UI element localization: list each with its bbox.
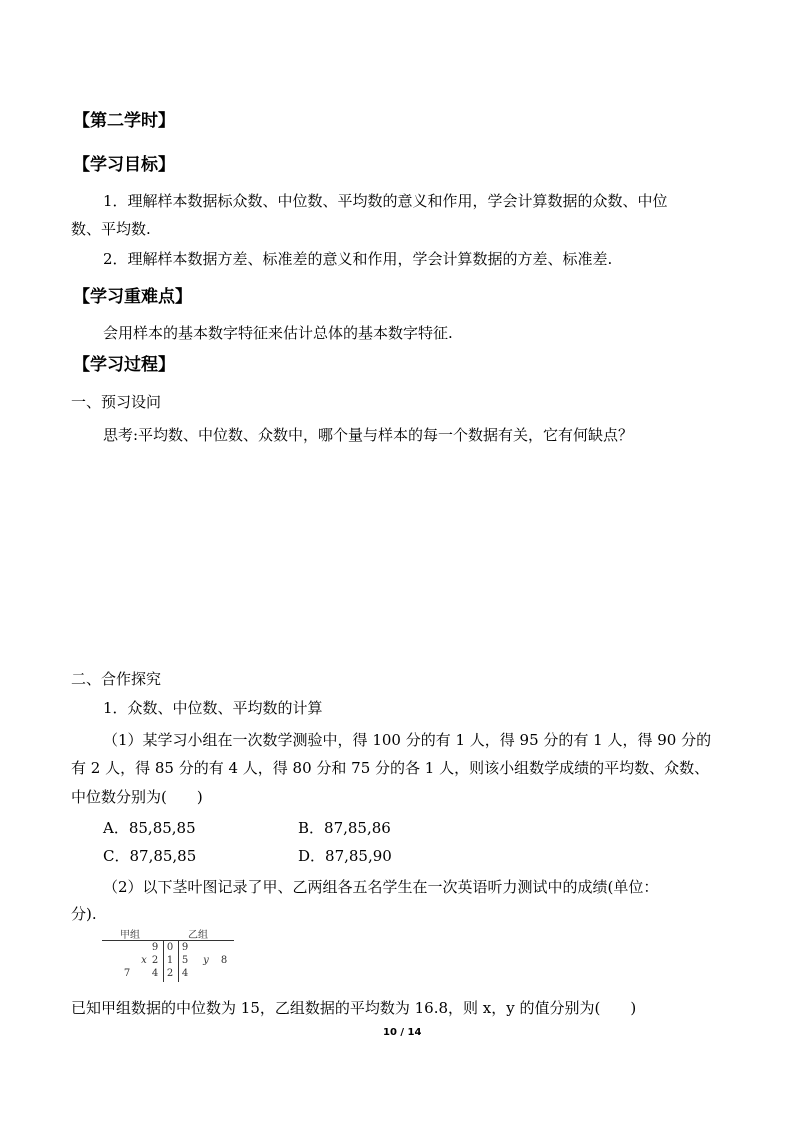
key-points-text: 会用样本的基本数字特征来估计总体的基本数字特征. (103, 324, 453, 342)
stem-leaf-stem: 1 (166, 955, 174, 966)
option-d: D．87,85,90 (298, 847, 392, 865)
stem-leaf-cell: 9 (151, 942, 159, 953)
goal-1-line-1: 1．理解样本数据标众数、中位数、平均数的意义和作用，学会计算数据的众数、中位 (103, 192, 668, 210)
stem-leaf-cell: 5 (181, 955, 189, 966)
key-points-title: 【学习重难点】 (73, 287, 192, 307)
stem-leaf-cell: 4 (181, 968, 189, 979)
stem-leaf-stem: 0 (166, 942, 174, 953)
question-2-line-3: 已知甲组数据的中位数为 15，乙组数据的平均数为 16.8，则 x，y 的值分别为( ) (71, 999, 637, 1017)
question-1-line-1: （1）某学习小组在一次数学测验中，得 100 分的有 1 人，得 95 分的有 1 人，得 90 分的 (103, 731, 712, 749)
stem-leaf-cell: 4 (151, 968, 159, 979)
stem-leaf-right-header: 乙组 (188, 930, 208, 941)
stem-leaf-cell: 8 (220, 955, 228, 966)
stem-leaf-left-divider (163, 940, 164, 982)
stem-leaf-stem: 2 (166, 968, 174, 979)
part-1-title: 一、预习设问 (71, 393, 162, 411)
question-1-line-3: 中位数分别为( ) (71, 788, 203, 806)
part-2-title: 二、合作探究 (71, 670, 162, 688)
goal-2: 2．理解样本数据方差、标准差的意义和作用，学会计算数据的方差、标准差. (103, 250, 613, 268)
stem-leaf-cell: x (141, 955, 147, 966)
stem-leaf-plot (102, 926, 234, 982)
goals-title: 【学习目标】 (73, 155, 175, 175)
question-2-line-2: 分). (71, 905, 97, 923)
stem-leaf-cell: 2 (151, 955, 159, 966)
section-title: 【第二学时】 (73, 111, 175, 131)
option-b: B．87,85,86 (298, 819, 391, 837)
question-2-line-1: （2）以下茎叶图记录了甲、乙两组各五名学生在一次英语听力测试中的成绩(单位： (103, 878, 659, 896)
process-title: 【学习过程】 (73, 355, 175, 375)
stem-leaf-cell: 9 (181, 942, 189, 953)
topic-1-title: 1．众数、中位数、平均数的计算 (103, 699, 323, 717)
goal-1-line-2: 数、平均数. (71, 220, 151, 238)
stem-leaf-right-divider (178, 940, 179, 982)
stem-leaf-header-rule (102, 940, 234, 941)
stem-leaf-cell: 7 (123, 968, 131, 979)
stem-leaf-left-header: 甲组 (120, 930, 140, 941)
option-c: C．87,85,85 (103, 847, 197, 865)
question-1-line-2: 有 2 人，得 85 分的有 4 人，得 80 分和 75 分的各 1 人，则该小组数学成绩的平均数、众数、 (71, 759, 710, 777)
stem-leaf-cell: y (203, 955, 209, 966)
option-a: A．85,85,85 (103, 819, 196, 837)
think-question: 思考:平均数、中位数、众数中，哪个量与样本的每一个数据有关，它有何缺点？ (103, 426, 634, 444)
page-number: 10 / 14 (383, 1027, 422, 1038)
